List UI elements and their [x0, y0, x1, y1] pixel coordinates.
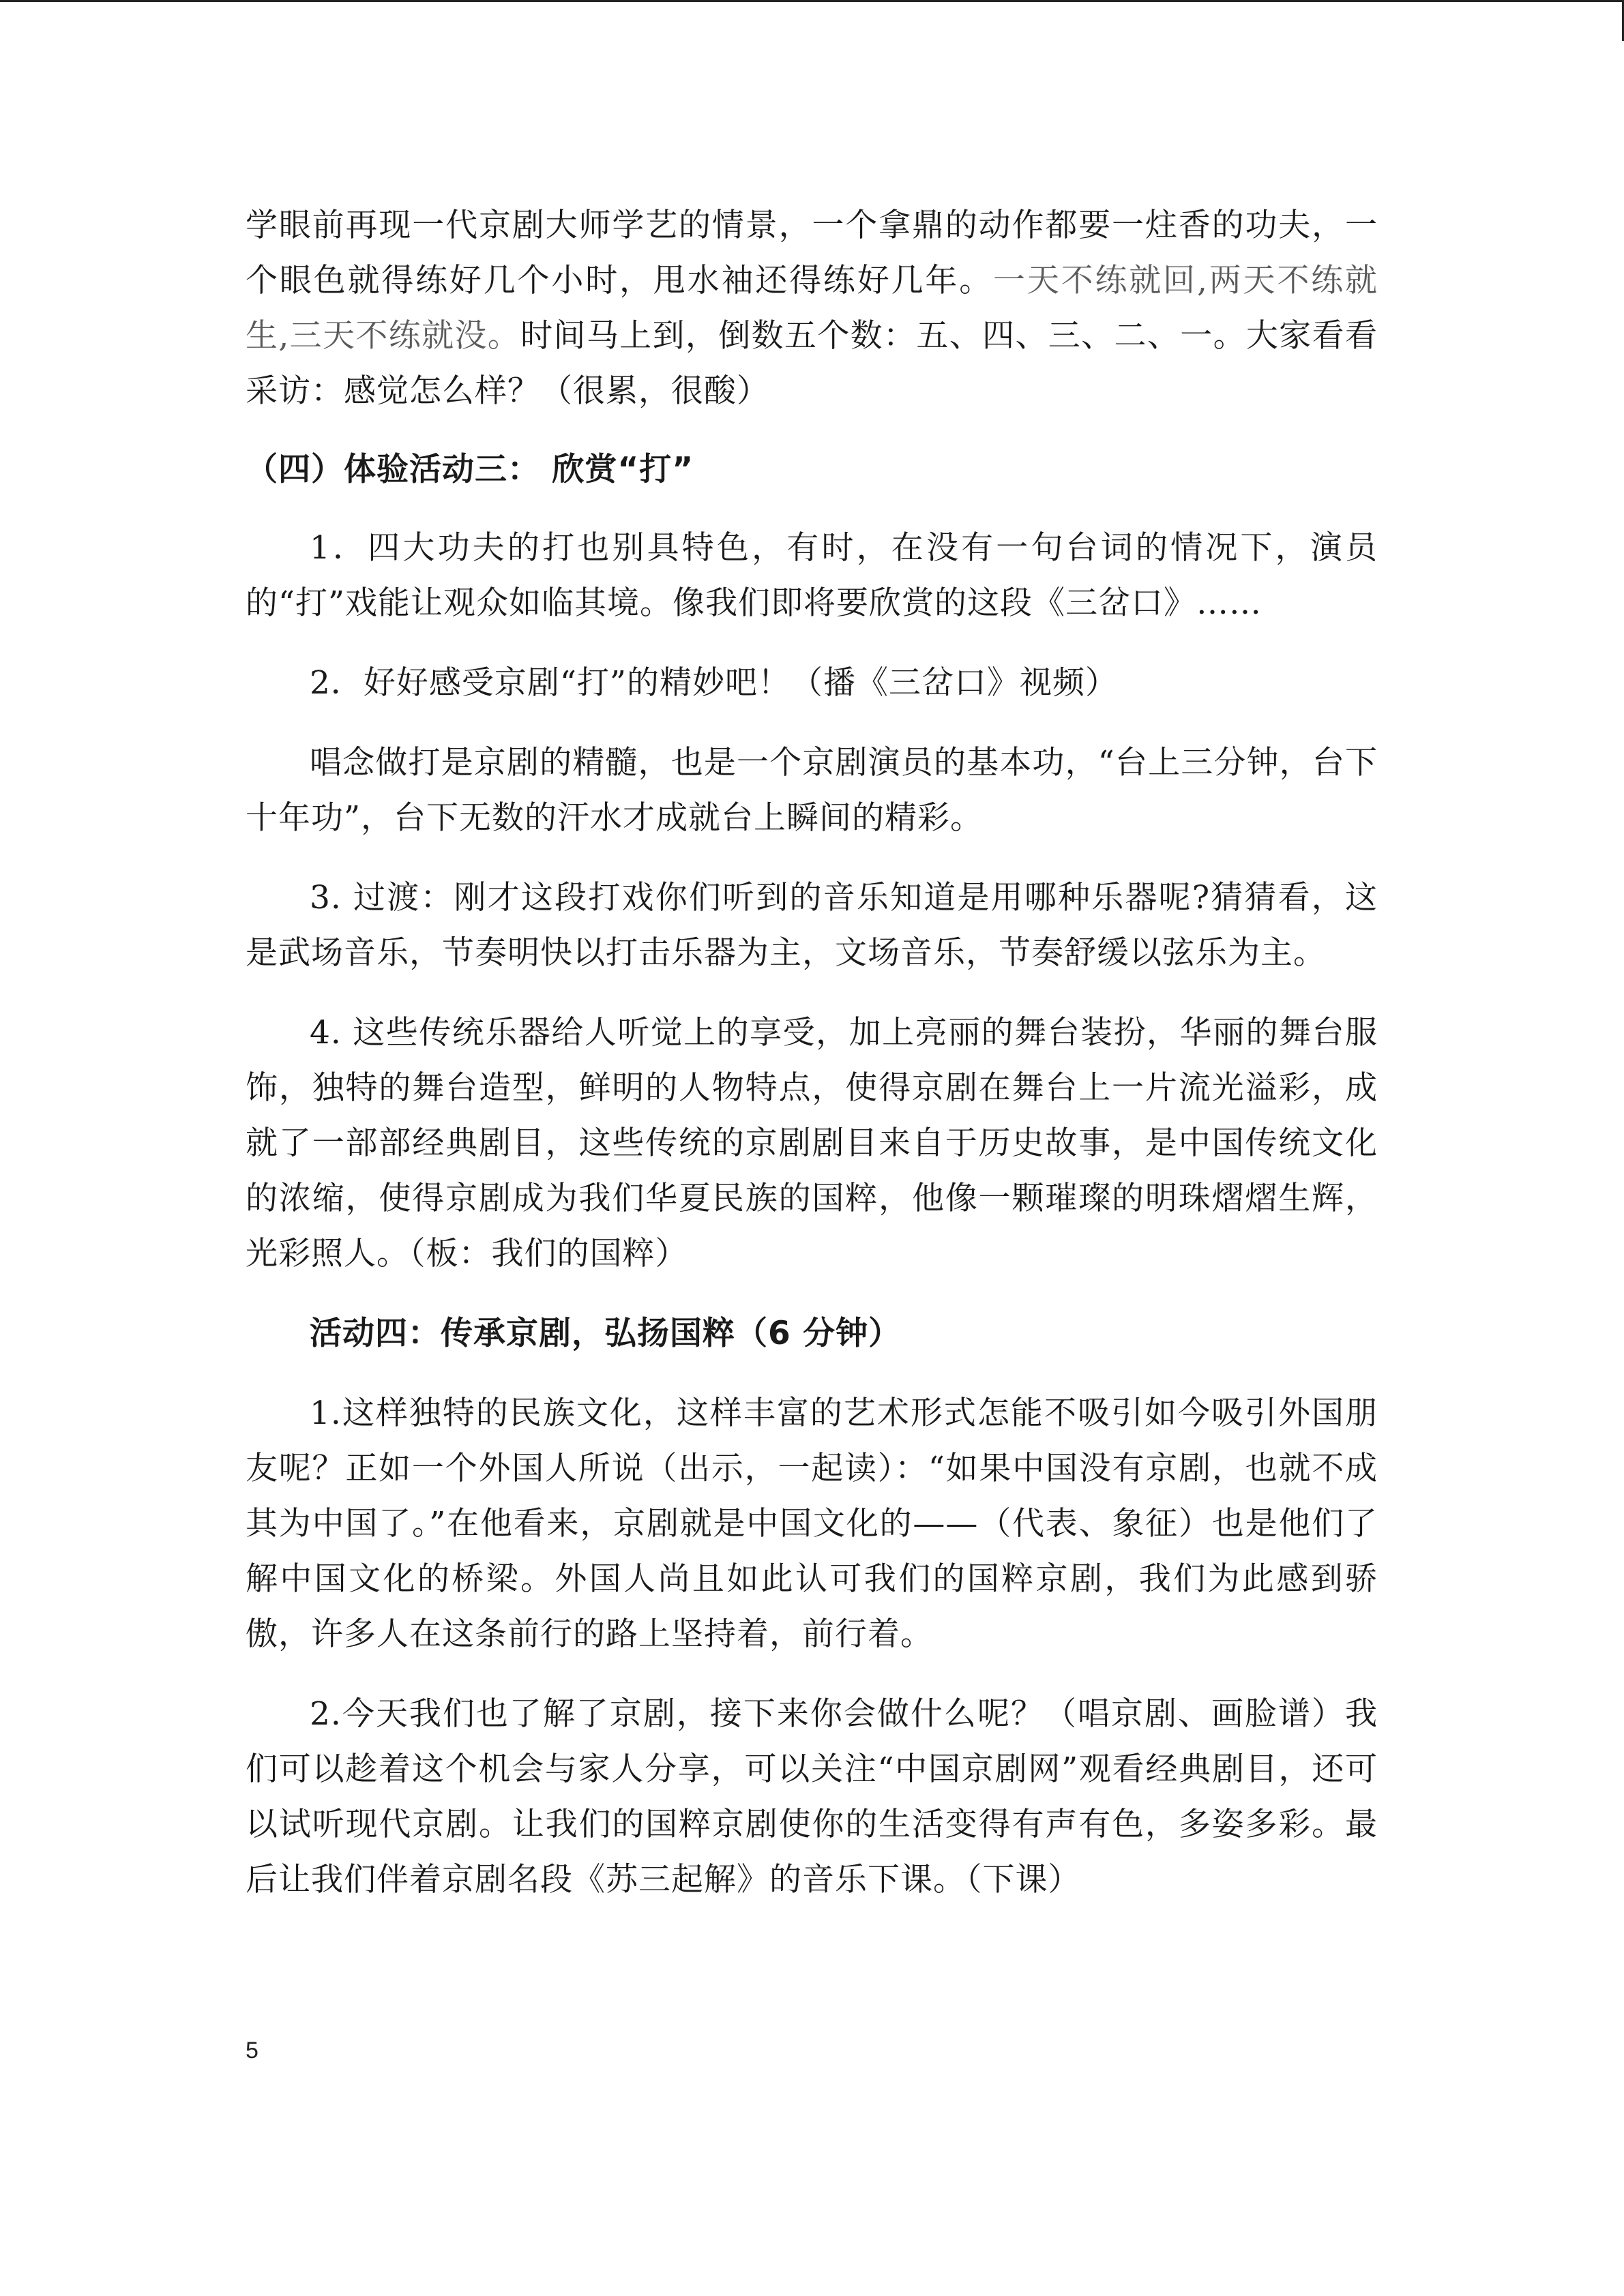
- paragraph-item-3: 3. 过渡：刚才这段打戏你们听到的音乐知道是用哪种乐器呢?猜猜看，这是武场音乐，节奏明快以打击乐器为主，文场音乐，节奏舒缓以弦乐为主。: [246, 879, 1378, 972]
- paragraph-activity-four-2: 2.今天我们也了解了京剧，接下来你会做什么呢？（唱京剧、画脸谱）我们可以趁着这个机会与家人分享，可以关注“中国京剧网”观看经典剧目，还可以试听现代京剧。让我们的国粹京剧使你的生活变得有声有色，多姿多彩。最后让我们伴着京剧名段《苏三起解》的音乐下课。（下课）: [246, 1695, 1378, 1898]
- document-body: [246, 198, 1378, 1907]
- top-border-line: [0, 0, 1624, 2]
- paragraph-continuation: [246, 198, 1378, 419]
- paragraph-text-grey: 一天不练就回,两天不练就生,三天不练就没。: [246, 262, 1378, 355]
- section-heading-activity-four: 活动四：传承京剧，弘扬国粹（6 分钟）: [310, 1315, 902, 1352]
- page-number: 5: [246, 2038, 259, 2063]
- paragraph-text: 学眼前再现一代京剧大师学艺的情景，一个拿鼎的动作都要一炷香的功夫，一个眼色就得练好几个小时，甩水袖还得练好几年。: [246, 207, 1378, 299]
- paragraph-activity-four-1: 1.这样独特的民族文化，这样丰富的艺术形式怎能不吸引如今吸引外国朋友呢？正如一个外国人所说（出示，一起读）：“如果中国没有京剧，也就不成其为中国了。”在他看来，京剧就是中国文化的——（代表、象征）也是他们了解中国文化的桥梁。外国人尚且如此认可我们的国粹京剧，我们为此感到骄傲，许多人在这条前行的路上坚持着，前行着。: [246, 1395, 1378, 1653]
- paragraph-item-1: 1．四大功夫的打也别具特色，有时，在没有一句台词的情况下，演员的“打”戏能让观众如临其境。像我们即将要欣赏的这段《三岔口》……: [246, 529, 1378, 622]
- paragraph-text: 时间马上到，倒数五个数：五、四、三、二、一。大家看看采访：感觉怎么样？（很累，很酸）: [246, 317, 1378, 410]
- paragraph-summary: 唱念做打是京剧的精髓，也是一个京剧演员的基本功，“台上三分钟，台下十年功”，台下无数的汗水才成就台上瞬间的精彩。: [246, 744, 1378, 837]
- paragraph-item-4: 4. 这些传统乐器给人听觉上的享受，加上亮丽的舞台装扮，华丽的舞台服饰，独特的舞台造型，鲜明的人物特点，使得京剧在舞台上一片流光溢彩，成就了一部部经典剧目，这些传统的京剧剧目来自于历史故事，是中国传统文化的浓缩，使得京剧成为我们华夏民族的国粹，他像一颗璀璨的明珠熠熠生辉，光彩照人。（板：我们的国粹）: [246, 1014, 1378, 1272]
- paragraph-item-2: 2．好好感受京剧“打”的精妙吧！（播《三岔口》视频）: [310, 664, 1118, 702]
- section-heading-activity-three: （四）体验活动三： 欣赏“打”: [246, 451, 694, 488]
